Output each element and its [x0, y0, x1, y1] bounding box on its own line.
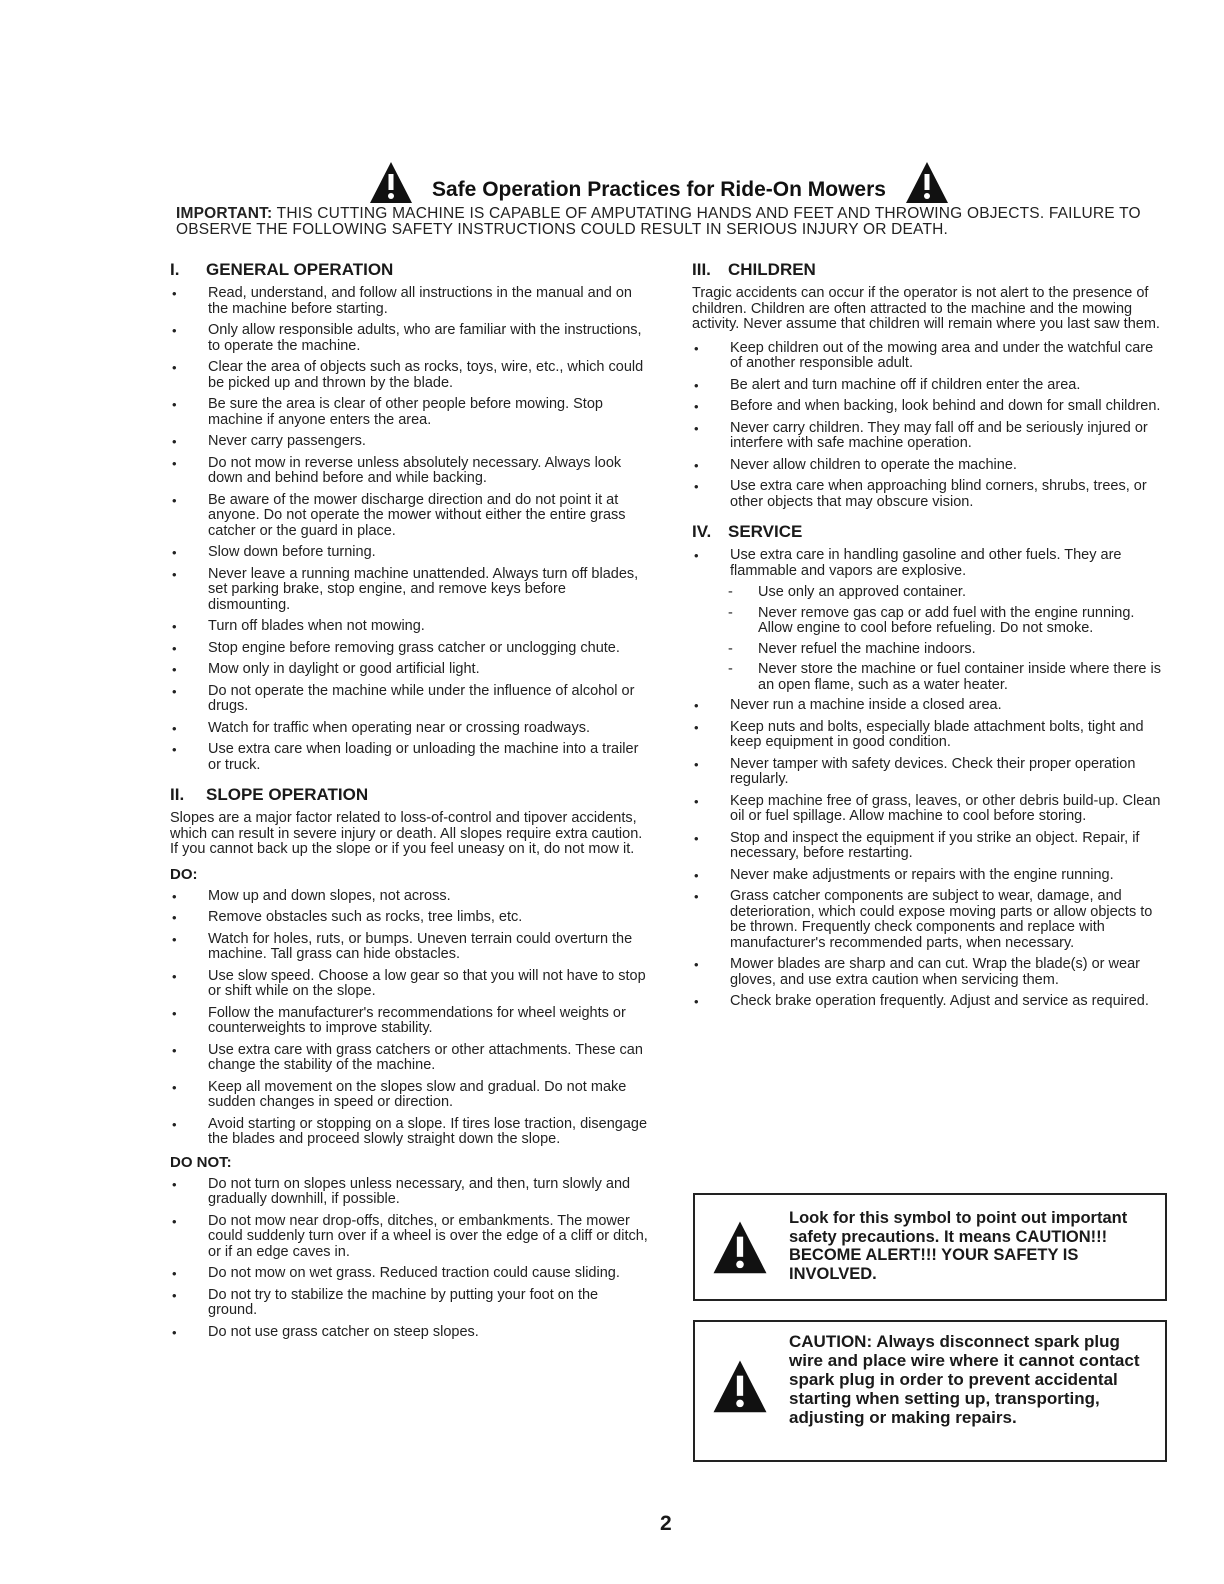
list-item: • Stop engine before removing grass catcher or unclogging chute. [170, 641, 648, 657]
list-item: • Slow down before turning. [170, 545, 648, 561]
safety-symbol-notice [693, 1193, 1167, 1301]
list-item: • Use extra care when approaching blind corners, shrubs, trees, or other objects that may obscure vision. [692, 479, 1167, 510]
section-number: IV. [692, 522, 712, 541]
section-title: SERVICE [728, 522, 803, 541]
caution-text: CAUTION: Always disconnect spark plug wire and place wire where it cannot contact spark plug in order to prevent accidental starting when setting up, transporting, adjusting or making repairs. [789, 1332, 1140, 1427]
list-item: • Never run a machine inside a closed area. [692, 698, 1167, 714]
sub-list-item: - Use only an approved container. [692, 585, 1167, 601]
left-column [170, 260, 648, 1346]
list-item: • Keep all movement on the slopes slow and gradual. Do not make sudden changes in speed or direction. [170, 1080, 648, 1111]
important-label: IMPORTANT: [176, 205, 273, 222]
list-item: • Avoid starting or stopping on a slope. If tires lose traction, disengage the blades and proceed slowly straight down the slope. [170, 1117, 648, 1148]
list-item: • Remove obstacles such as rocks, tree limbs, etc. [170, 910, 648, 926]
sub-list-item: - Never refuel the machine indoors. [692, 642, 1167, 658]
list-item: • Use extra care with grass catchers or other attachments. These can change the stability of the machine. [170, 1043, 648, 1074]
warning-triangle-icon [368, 160, 414, 206]
list-item: • Do not try to stabilize the machine by putting your foot on the ground. [170, 1288, 648, 1319]
list-item: • Do not operate the machine while under the influence of alcohol or drugs. [170, 684, 648, 715]
list-item: • Never carry passengers. [170, 434, 648, 450]
page-header [368, 150, 968, 206]
list-item: • Use slow speed. Choose a low gear so that you will not have to stop or shift while on the slope. [170, 969, 648, 1000]
section-heading-service [692, 522, 1167, 542]
slope-intro: Slopes are a major factor related to loss-of-control and tipover accidents, which can result in severe injury or death. All slopes require extra caution. If you cannot back up the slope or if you feel uneasy on it, do not mow it. [170, 810, 643, 857]
list-item: • Never allow children to operate the machine. [692, 458, 1167, 474]
list-item: • Mower blades are sharp and can cut. Wrap the blade(s) or wear gloves, and use extra caution when servicing them. [692, 957, 1167, 988]
list-item: • Read, understand, and follow all instructions in the manual and on the machine before starting. [170, 286, 648, 317]
list-item: • Before and when backing, look behind and down for small children. [692, 399, 1167, 415]
list-item: • Do not mow on wet grass. Reduced traction could cause sliding. [170, 1266, 648, 1282]
do-not-label: DO NOT: [170, 1153, 232, 1171]
children-intro: Tragic accidents can occur if the operator is not alert to the presence of children. Children are often attracted to the machine and the mowing activity. Never assume that children will remain where you last saw them. [692, 285, 1160, 332]
safety-symbol-text: Look for this symbol to point out important safety precautions. It means CAUTION!!! BECOME ALERT!!! YOUR SAFETY IS INVOLVED. [789, 1209, 1128, 1283]
section-heading-slope [170, 785, 648, 805]
sub-list-item: - Never remove gas cap or add fuel with the engine running. Allow engine to cool before refueling. Do not smoke. [692, 606, 1167, 637]
service-list [692, 698, 1167, 1010]
section-number: II. [170, 785, 185, 804]
list-item: • Mow up and down slopes, not across. [170, 889, 648, 905]
slope-do-not-list [170, 1177, 648, 1341]
list-item: • Keep children out of the mowing area and under the watchful care of another responsible adult. [692, 341, 1167, 372]
caution-notice [693, 1320, 1167, 1462]
warning-triangle-icon [904, 160, 950, 206]
list-item: • Use extra care when loading or unloading the machine into a trailer or truck. [170, 742, 648, 773]
list-item: • Follow the manufacturer's recommendations for wheel weights or counterweights to improve stability. [170, 1006, 648, 1037]
section-heading-children [692, 260, 1167, 280]
list-item: • Never tamper with safety devices. Check their proper operation regularly. [692, 757, 1167, 788]
section-heading-general [170, 260, 648, 280]
list-item: • Grass catcher components are subject to wear, damage, and deterioration, which could expose moving parts or allow objects to be thrown. Frequently check components and replace with manufacturer's recommended parts, when necessary. [692, 889, 1167, 951]
children-list [692, 341, 1167, 511]
section-number: I. [170, 260, 180, 279]
service-fuel-list [692, 548, 1167, 579]
section-title: SLOPE OPERATION [206, 785, 369, 804]
list-item: • Be sure the area is clear of other people before mowing. Stop machine if anyone enters the area. [170, 397, 648, 428]
list-item: • Use extra care in handling gasoline and other fuels. They are flammable and vapors are explosive. [692, 548, 1167, 579]
page-number: 2 [660, 1512, 672, 1535]
list-item: • Turn off blades when not mowing. [170, 619, 648, 635]
list-item: • Keep machine free of grass, leaves, or other debris build-up. Clean oil or fuel spillage. Allow machine to cool before storing. [692, 794, 1167, 825]
warning-triangle-icon [711, 1358, 769, 1421]
list-item: • Clear the area of objects such as rocks, toys, wire, etc., which could be picked up and thrown by the blade. [170, 360, 648, 391]
slope-do-list [170, 889, 648, 1148]
right-column [692, 260, 1167, 1016]
list-item: • Never carry children. They may fall off and be seriously injured or interfere with safe machine operation. [692, 421, 1167, 452]
list-item: • Do not use grass catcher on steep slopes. [170, 1325, 648, 1341]
sub-list-item: - Never store the machine or fuel container inside where there is an open flame, such as a water heater. [692, 662, 1167, 693]
list-item: • Keep nuts and bolts, especially blade attachment bolts, tight and keep equipment in good condition. [692, 720, 1167, 751]
warning-triangle-icon [711, 1219, 769, 1282]
service-fuel-sublist [692, 585, 1167, 693]
list-item: • Watch for holes, ruts, or bumps. Uneven terrain could overturn the machine. Tall grass can hide obstacles. [170, 932, 648, 963]
list-item: • Mow only in daylight or good artificial light. [170, 662, 648, 678]
list-item: • Be alert and turn machine off if children enter the area. [692, 378, 1167, 394]
general-operation-list [170, 286, 648, 773]
page-title: Safe Operation Practices for Ride-On Mowers [432, 178, 886, 201]
list-item: • Watch for traffic when operating near or crossing roadways. [170, 721, 648, 737]
list-item: • Do not mow in reverse unless absolutely necessary. Always look down and behind before and while backing. [170, 456, 648, 487]
list-item: • Stop and inspect the equipment if you strike an object. Repair, if necessary, before restarting. [692, 831, 1167, 862]
list-item: • Do not turn on slopes unless necessary, and then, turn slowly and gradually downhill, if possible. [170, 1177, 648, 1208]
list-item: • Only allow responsible adults, who are familiar with the instructions, to operate the machine. [170, 323, 648, 354]
section-title: CHILDREN [728, 260, 816, 279]
section-title: GENERAL OPERATION [206, 260, 394, 279]
list-item: • Do not mow near drop-offs, ditches, or embankments. The mower could suddenly turn over if a wheel is over the edge of a cliff or ditch, or if an edge caves in. [170, 1214, 648, 1261]
important-warning [176, 206, 1176, 238]
list-item: • Never leave a running machine unattended. Always turn off blades, set parking brake, stop engine, and remove keys before dismounting. [170, 567, 648, 614]
section-number: III. [692, 260, 711, 279]
list-item: • Be aware of the mower discharge direction and do not point it at anyone. Do not operate the mower without either the entire grass catcher or the guard in place. [170, 493, 648, 540]
list-item: • Check brake operation frequently. Adjust and service as required. [692, 994, 1167, 1010]
list-item: • Never make adjustments or repairs with the engine running. [692, 868, 1167, 884]
important-text: THIS CUTTING MACHINE IS CAPABLE OF AMPUTATING HANDS AND FEET AND THROWING OBJECTS. FAILURE TO OBSERVE THE FOLLOWING SAFETY INSTRUCTIONS COULD RESULT IN SERIOUS INJURY OR DEATH. [176, 205, 1141, 238]
do-label: DO: [170, 865, 198, 883]
